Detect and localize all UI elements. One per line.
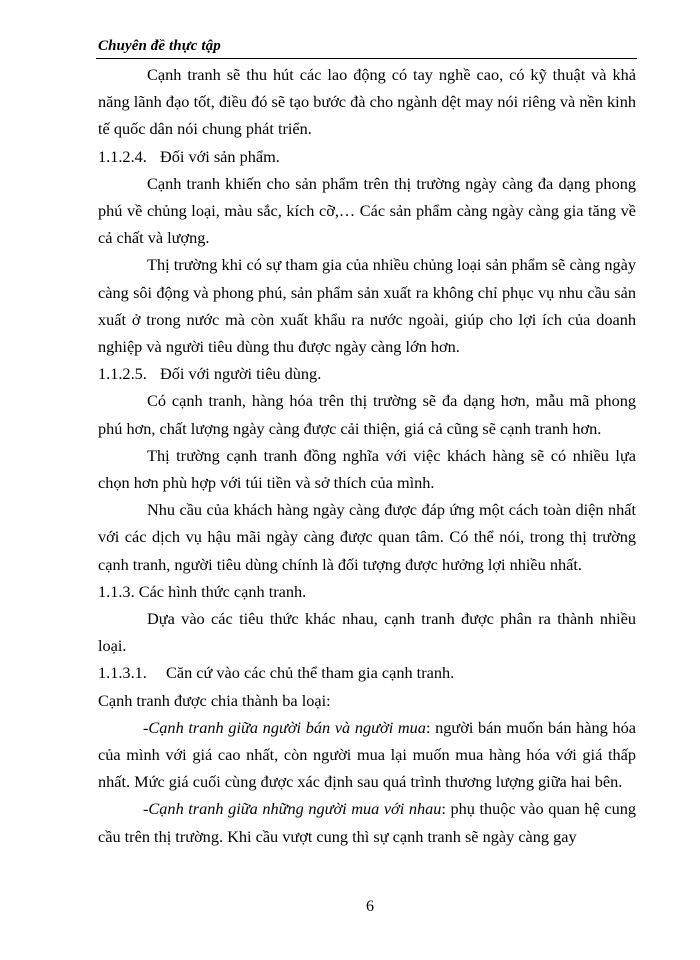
section-title: Căn cứ vào các chủ thể tham gia cạnh tranh. [166, 663, 455, 683]
paragraph: Cạnh tranh khiến cho sản phẩm trên thị trường ngày càng đa dạng phong phú về chủng loại, màu sắc, kích cỡ,… Các sản phẩm càng ngày càng gia tăng về cả chất và lượng. [98, 173, 636, 248]
bullet-paragraph [98, 714, 636, 796]
paragraph: Thị trường cạnh tranh đồng nghĩa với việc khách hàng sẽ có nhiều lựa chọn hơn phù hợp với túi tiền và sở thích của mình. [98, 445, 636, 493]
section-heading [98, 360, 636, 387]
header-rule [96, 58, 637, 59]
section-title: Đối với sản phẩm. [160, 146, 280, 166]
page-number: 6 [366, 898, 374, 915]
section-number: 1.1.3.1. [98, 663, 147, 683]
bullet-text: : phụ thuộc vào quan hệ cung cầu trên thị trường. Khi cầu vượt cung thì sự cạnh tranh sẽ ngày càng gay [98, 799, 636, 846]
section-title: Đối với người tiêu dùng. [160, 364, 322, 384]
bullet-paragraph [98, 795, 636, 849]
bullet-term: Cạnh tranh giữa những người mua với nhau [148, 799, 442, 819]
section-heading [98, 659, 636, 686]
section-heading [98, 143, 636, 170]
bullet-dash: - [143, 799, 149, 819]
paragraph: Nhu cầu của khách hàng ngày càng được đáp ứng một cách toàn diện nhất với các dịch vụ hậu mãi ngày càng được quan tâm. Có thể nói, trong thị trường cạnh tranh, người tiêu dùng chính là đối tượng được hưởng lợi nhiều nhất. [98, 500, 636, 574]
paragraph: Cạnh tranh sẽ thu hút các lao động có tay nghề cao, có kỹ thuật và khả năng lãnh đạo tốt, điều đó sẽ tạo bước đà cho ngành dệt may nói riêng và nền kinh tế quốc dân nói chung phát triển. [98, 65, 636, 139]
running-header: Chuyên đề thực tập [98, 38, 221, 54]
section-number: 1.1.2.4. [98, 146, 147, 166]
paragraph: Dựa vào các tiêu thức khác nhau, cạnh tranh được phân ra thành nhiều loại. [98, 609, 636, 656]
paragraph: Có cạnh tranh, hàng hóa trên thị trường sẽ đa dạng hơn, mẫu mã phong phú hơn, chất lượng ngày càng được cải thiện, giá cả cũng sẽ cạnh tranh hơn. [98, 391, 636, 438]
paragraph: Thị trường khi có sự tham gia của nhiều chủng loại sản phẩm sẽ càng ngày càng sôi động và phong phú, sản phẩm sản xuất ra không chỉ phục vụ nhu cầu sản xuất ở trong nước mà còn xuất khẩu ra nước ngoài, giúp cho lợi ích của doanh nghiệp và người tiêu dùng thu được ngày càng lớn hơn. [98, 255, 636, 357]
section-number: 1.1.2.5. [98, 364, 147, 384]
section-heading: 1.1.3. Các hình thức cạnh tranh. [98, 581, 307, 601]
document-body [98, 61, 636, 850]
paragraph: Cạnh tranh được chia thành ba loại: [98, 690, 331, 710]
bullet-text: : người bán muốn bán hàng hóa của mình với giá cao nhất, còn người mua lại muốn mua hàng hóa với giá thấp nhất. Mức giá cuối cùng được xác định sau quá trình thương lượng giữa hai bên. [98, 717, 636, 792]
bullet-dash: - [143, 717, 149, 737]
bullet-term: Cạnh tranh giữa người bán và người mua [148, 717, 426, 737]
